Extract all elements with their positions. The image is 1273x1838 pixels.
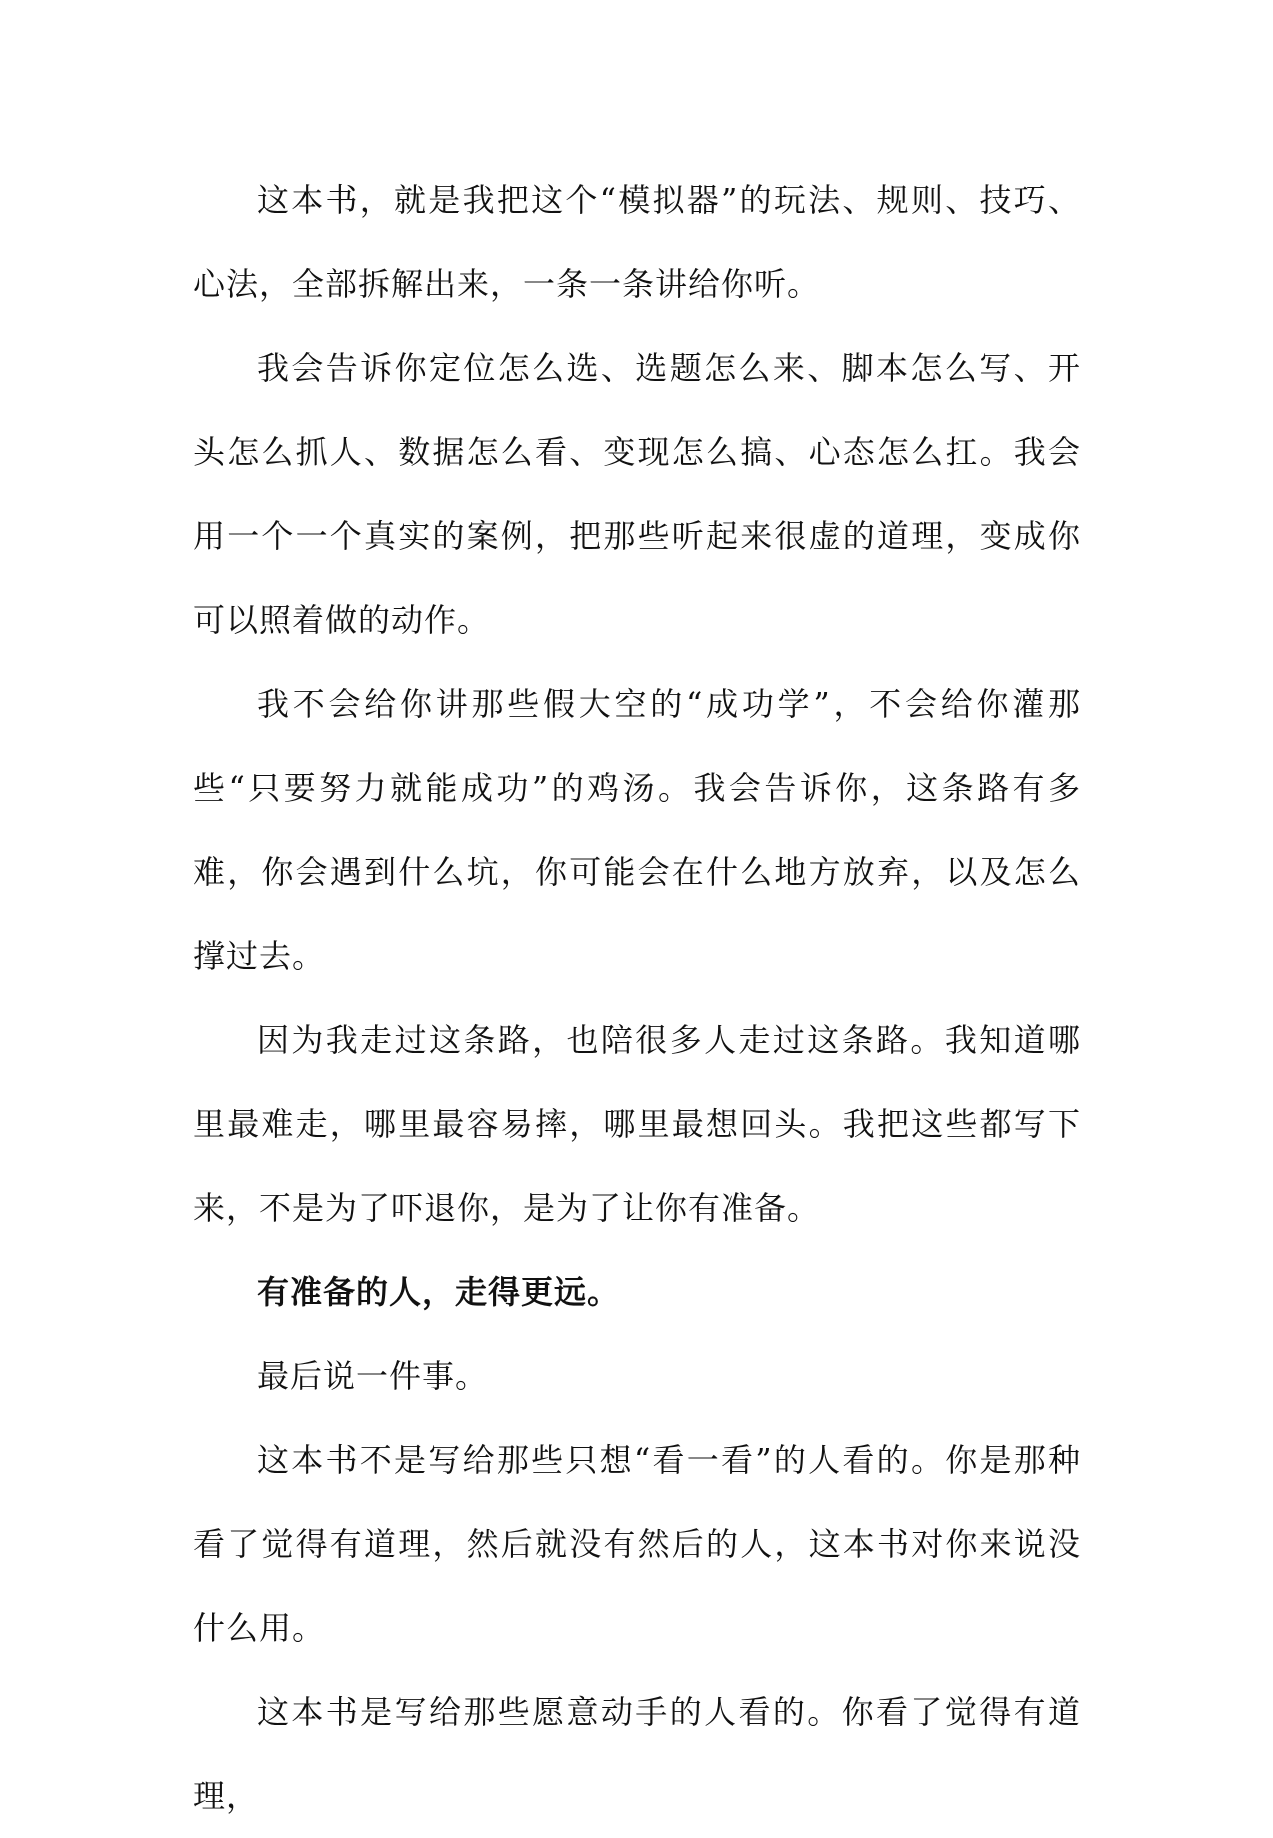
emphasis-paragraph: 有准备的人，走得更远。 [257, 1273, 621, 1311]
paragraph: 我不会给你讲那些假大空的“成功学”，不会给你灌那些“只要努力就能成功”的鸡汤。我会告诉你，这条路有多难，你会遇到什么坑，你可能会在什么地方放弃，以及怎么撑过去。 [193, 685, 1081, 975]
paragraph: 这本书是写给那些愿意动手的人看的。你看了觉得有道理， [193, 1693, 1081, 1815]
paragraph: 最后说一件事。 [257, 1357, 489, 1395]
document-body [193, 158, 1081, 1838]
paragraph: 这本书，就是我把这个“模拟器”的玩法、规则、技巧、心法，全部拆解出来，一条一条讲给你听。 [193, 181, 1081, 303]
paragraph: 这本书不是写给那些只想“看一看”的人看的。你是那种看了觉得有道理，然后就没有然后的人，这本书对你来说没什么用。 [193, 1441, 1081, 1647]
paragraph: 因为我走过这条路，也陪很多人走过这条路。我知道哪里最难走，哪里最容易摔，哪里最想回头。我把这些都写下来，不是为了吓退你，是为了让你有准备。 [193, 1021, 1081, 1227]
paragraph: 我会告诉你定位怎么选、选题怎么来、脚本怎么写、开头怎么抓人、数据怎么看、变现怎么搞、心态怎么扛。我会用一个一个真实的案例，把那些听起来很虚的道理，变成你可以照着做的动作。 [193, 349, 1081, 639]
